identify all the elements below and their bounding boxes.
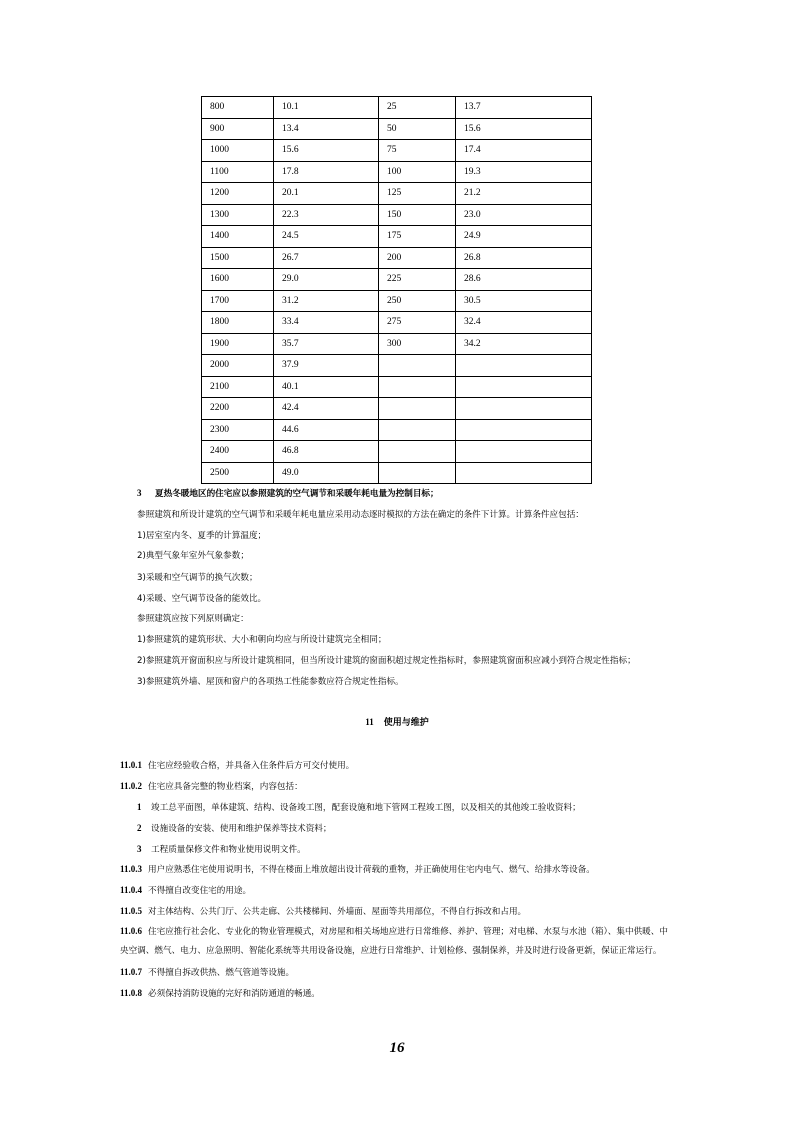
table-cell: 1900 xyxy=(202,333,274,355)
clause-11-0-5 xyxy=(120,905,526,918)
table-row xyxy=(202,118,592,140)
clause-number: 11.0.1 xyxy=(120,760,143,770)
table-cell: 10.1 xyxy=(274,97,379,119)
table-row xyxy=(202,398,592,420)
table-cell: 225 xyxy=(379,269,456,291)
table-cell: 800 xyxy=(202,97,274,119)
table-row xyxy=(202,333,592,355)
table-cell: 44.6 xyxy=(274,419,379,441)
energy-consumption-table xyxy=(201,96,592,484)
table-row xyxy=(202,462,592,484)
calc-condition-3: 3)采暖和空气调节的换气次数； xyxy=(137,573,258,583)
clause-number: 11.0.8 xyxy=(120,988,143,998)
clause-text: 住宅应具备完整的物业档案，内容包括： xyxy=(148,782,303,792)
table-row xyxy=(202,290,592,312)
item-text: 竣工总平面图，单体建筑、结构、设备竣工图，配套设施和地下管网工程竣工图，以及相关的其他竣工验收资料； xyxy=(151,803,581,813)
table-cell: 26.7 xyxy=(274,247,379,269)
table-cell: 2300 xyxy=(202,419,274,441)
table-cell xyxy=(456,355,592,377)
clause-text: 对主体结构、公共门厅、公共走廊、公共楼梯间、外墙面、屋面等共用部位，不得自行拆改和占用。 xyxy=(148,907,527,917)
table-cell: 2000 xyxy=(202,355,274,377)
table-cell: 20.1 xyxy=(274,183,379,205)
table-cell: 35.7 xyxy=(274,333,379,355)
table-cell: 22.3 xyxy=(274,204,379,226)
item-3-number: 3 xyxy=(137,488,142,498)
item-text: 工程质量保修文件和物业使用说明文件。 xyxy=(151,845,306,855)
table-cell: 24.5 xyxy=(274,226,379,248)
table-cell: 25 xyxy=(379,97,456,119)
table-cell: 13.4 xyxy=(274,118,379,140)
page-number: 16 xyxy=(389,1040,405,1056)
table-row xyxy=(202,419,592,441)
item-number: 3 xyxy=(137,844,142,854)
table-cell: 42.4 xyxy=(274,398,379,420)
table-cell: 125 xyxy=(379,183,456,205)
clause-11-0-6-continued: 央空调、燃气、电力、应急照明、智能化系统等共用设备设施，应进行日常维护、计划检修、强制保养，并及时进行设备更新，保证正常运行。 xyxy=(120,946,662,956)
table-cell: 21.2 xyxy=(456,183,592,205)
clause-11-0-1 xyxy=(120,759,354,772)
table-cell xyxy=(379,355,456,377)
section-title: 使用与维护 xyxy=(383,718,429,728)
clause-text: 住宅应经验收合格，并具备入住条件后方可交付使用。 xyxy=(148,761,355,771)
table-row xyxy=(202,247,592,269)
table-cell: 2400 xyxy=(202,441,274,463)
table-cell: 24.9 xyxy=(456,226,592,248)
clause-number: 11.0.7 xyxy=(120,967,143,977)
reference-principle-intro: 参照建筑应按下列原则确定： xyxy=(137,614,249,624)
table-cell xyxy=(456,462,592,484)
table-cell: 30.5 xyxy=(456,290,592,312)
item-3-line xyxy=(137,487,439,500)
clause-11-0-2-item-3 xyxy=(137,843,306,856)
table-cell: 46.8 xyxy=(274,441,379,463)
table-cell: 37.9 xyxy=(274,355,379,377)
table-cell: 175 xyxy=(379,226,456,248)
table-cell: 1800 xyxy=(202,312,274,334)
table-cell: 15.6 xyxy=(274,140,379,162)
table-cell: 50 xyxy=(379,118,456,140)
table-cell: 100 xyxy=(379,161,456,183)
table-cell xyxy=(379,441,456,463)
item-3-text: 夏热冬暖地区的住宅应以参照建筑的空气调节和采暖年耗电量为控制目标； xyxy=(155,489,439,499)
table-row xyxy=(202,140,592,162)
table-cell: 1400 xyxy=(202,226,274,248)
calc-paragraph: 参照建筑和所设计建筑的空气调节和采暖年耗电量应采用动态逐时模拟的方法在确定的条件下计算。计算条件应包括： xyxy=(137,510,584,520)
clause-11-0-8 xyxy=(120,987,320,1000)
item-text: 设施设备的安装、使用和维护保养等技术资料； xyxy=(151,824,332,834)
table-cell: 49.0 xyxy=(274,462,379,484)
reference-principle-1: 1)参照建筑的建筑形状、大小和朝向均应与所设计建筑完全相同； xyxy=(137,635,387,645)
table-cell: 1600 xyxy=(202,269,274,291)
calc-condition-4: 4)采暖、空气调节设备的能效比。 xyxy=(137,594,267,604)
table-cell: 150 xyxy=(379,204,456,226)
table-cell: 31.2 xyxy=(274,290,379,312)
clause-number: 11.0.2 xyxy=(120,781,143,791)
clause-text: 不得擅自改变住宅的用途。 xyxy=(148,886,252,896)
clause-11-0-2 xyxy=(120,780,303,793)
table-cell xyxy=(456,419,592,441)
table-cell: 15.6 xyxy=(456,118,592,140)
table-row xyxy=(202,269,592,291)
item-number: 2 xyxy=(137,823,142,833)
table-cell: 17.8 xyxy=(274,161,379,183)
table-cell: 2100 xyxy=(202,376,274,398)
table-row xyxy=(202,183,592,205)
table-cell: 40.1 xyxy=(274,376,379,398)
table-cell: 200 xyxy=(379,247,456,269)
table-cell: 2200 xyxy=(202,398,274,420)
clause-text: 用户应熟悉住宅使用说明书，不得在楼面上堆放超出设计荷载的重物，并正确使用住宅内电气、燃气、给排水等设备。 xyxy=(148,865,595,875)
table-row xyxy=(202,204,592,226)
calc-condition-2: 2)典型气象年室外气象参数； xyxy=(137,551,249,561)
table-cell: 1200 xyxy=(202,183,274,205)
clause-number: 11.0.3 xyxy=(120,864,143,874)
table-cell: 2500 xyxy=(202,462,274,484)
table-row xyxy=(202,97,592,119)
table-cell: 28.6 xyxy=(456,269,592,291)
clause-text: 住宅应推行社会化、专业化的物业管理模式，对房屋和相关场地应进行日常维修、养护、管理；对电梯、水泵与水池（箱）、集中供暖、中 xyxy=(148,927,668,937)
table-cell: 19.3 xyxy=(456,161,592,183)
table-cell: 1700 xyxy=(202,290,274,312)
table-cell xyxy=(379,376,456,398)
table-cell xyxy=(379,419,456,441)
table-cell: 32.4 xyxy=(456,312,592,334)
clause-number: 11.0.6 xyxy=(120,926,143,936)
section-heading xyxy=(0,715,794,728)
clause-text: 不得擅自拆改供热、燃气管道等设施。 xyxy=(148,968,295,978)
table-cell xyxy=(456,441,592,463)
clause-11-0-7 xyxy=(120,966,294,979)
table-cell: 34.2 xyxy=(456,333,592,355)
clause-11-0-2-item-1 xyxy=(137,801,581,814)
table-cell xyxy=(379,462,456,484)
clause-number: 11.0.4 xyxy=(120,885,143,895)
table-cell xyxy=(456,376,592,398)
table-row xyxy=(202,355,592,377)
clause-11-0-3 xyxy=(120,863,595,876)
table-cell: 1100 xyxy=(202,161,274,183)
table-row xyxy=(202,161,592,183)
table-cell: 1000 xyxy=(202,140,274,162)
clause-11-0-6 xyxy=(120,925,668,938)
table-row xyxy=(202,226,592,248)
clause-number: 11.0.5 xyxy=(120,906,143,916)
table-cell: 1500 xyxy=(202,247,274,269)
table-body xyxy=(202,97,592,484)
table-row xyxy=(202,312,592,334)
reference-principle-2: 2)参照建筑开窗面积应与所设计建筑相同，但当所设计建筑的窗面积超过规定性指标时，参照建筑窗面积应减小到符合规定性指标； xyxy=(137,656,636,666)
clause-11-0-4 xyxy=(120,884,251,897)
table-row xyxy=(202,441,592,463)
reference-principle-3: 3)参照建筑外墙、屋顶和窗户的各项热工性能参数应符合规定性指标。 xyxy=(137,677,404,687)
table-cell: 1300 xyxy=(202,204,274,226)
item-number: 1 xyxy=(137,802,142,812)
table-cell: 23.0 xyxy=(456,204,592,226)
table-cell: 17.4 xyxy=(456,140,592,162)
table-cell xyxy=(379,398,456,420)
table-cell: 33.4 xyxy=(274,312,379,334)
calc-condition-1: 1)居室室内冬、夏季的计算温度； xyxy=(137,531,267,541)
table-cell: 26.8 xyxy=(456,247,592,269)
clause-text: 必须保持消防设施的完好和消防通道的畅通。 xyxy=(148,989,320,999)
table-row xyxy=(202,376,592,398)
table-cell: 275 xyxy=(379,312,456,334)
clause-11-0-2-item-2 xyxy=(137,822,331,835)
section-number: 11 xyxy=(365,717,374,727)
table-cell xyxy=(456,398,592,420)
table-cell: 75 xyxy=(379,140,456,162)
table-cell: 900 xyxy=(202,118,274,140)
table-cell: 300 xyxy=(379,333,456,355)
table-cell: 250 xyxy=(379,290,456,312)
table-cell: 29.0 xyxy=(274,269,379,291)
table-cell: 13.7 xyxy=(456,97,592,119)
